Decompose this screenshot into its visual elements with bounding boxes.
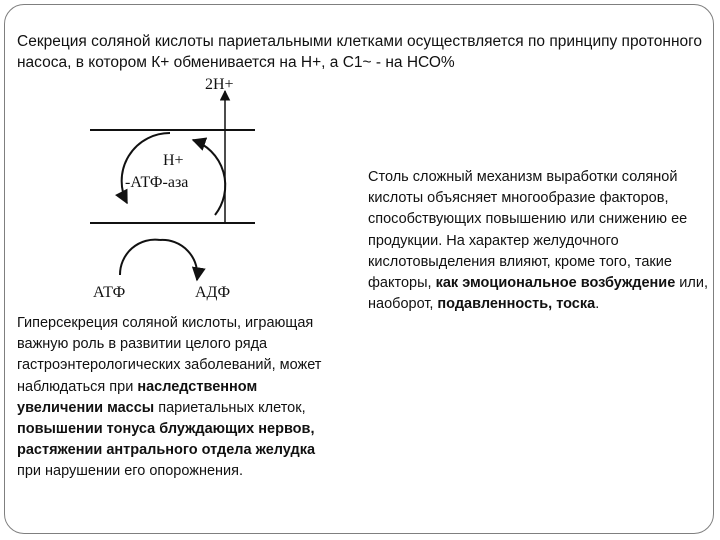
right-paragraph — [368, 167, 713, 315]
right-text-part: или, наоборот, — [368, 275, 708, 313]
inner-ion-label: Н+ — [163, 152, 184, 169]
left-text-part: при нарушении его опорожнения. — [17, 463, 244, 480]
left-paragraph — [17, 313, 342, 483]
left-text-part: Гиперсекреция соляной кислоты, играющая важную роль в развитии целого ряда гастроэнтерологических заболеваний, может наблюдаться при — [17, 315, 322, 395]
slide — [4, 4, 714, 534]
right-bold-emotional: как эмоциональное возбуждение — [435, 275, 676, 292]
intro-text: Секреция соляной кислоты париетальными клетками осуществляется по принципу протонного насоса, в котором К+ обменивается на Н+, а С1~ - на НСО% — [17, 33, 703, 71]
adp-label: АДФ — [195, 284, 231, 301]
left-bold-nerves: повышении тонуса блуждающих нервов, растяжении антрального отдела желудка — [17, 421, 316, 459]
right-text-part: Столь сложный механизм выработки соляной кислоты объясняет многообразие факторов, способствующих повышению или снижению ее продукции. На характер желудочного кислотовыделения влияют, кроме того, такие факторы, — [368, 169, 688, 292]
right-text-part: . — [595, 296, 600, 313]
atp-arc — [120, 240, 160, 275]
enzyme-label: -АТФ-аза — [125, 174, 189, 191]
atp-label: АТФ — [93, 284, 126, 301]
left-bold-mass: наследственном увеличении массы — [17, 378, 258, 416]
left-text-part: париетальных клеток, — [154, 399, 306, 416]
cycle-arc-right — [193, 140, 225, 215]
right-bold-depression: подавленность, тоска — [437, 296, 596, 313]
top-ion-label: 2Н+ — [205, 76, 234, 93]
adp-arc — [160, 240, 197, 280]
proton-pump-diagram — [75, 75, 275, 305]
